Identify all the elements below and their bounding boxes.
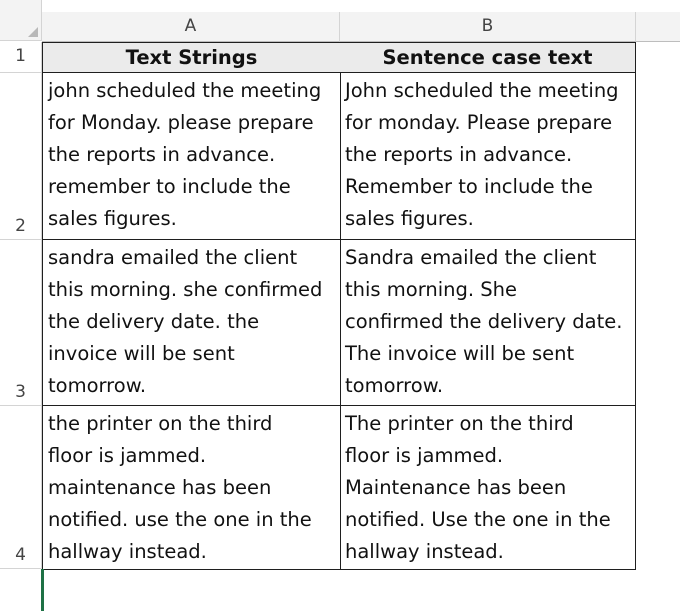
column-header-b[interactable]: B: [340, 12, 636, 42]
select-all-corner[interactable]: [0, 0, 42, 41]
row-divider: [0, 239, 42, 240]
row-number: 1: [15, 46, 26, 66]
active-cell-indicator: [41, 569, 44, 611]
row-divider: [0, 72, 42, 73]
row-number: 2: [15, 216, 26, 236]
row-header-4[interactable]: [0, 406, 42, 569]
row-header-5[interactable]: [0, 569, 42, 611]
column-header-a[interactable]: A: [42, 12, 340, 42]
select-all-triangle-icon: [28, 27, 38, 37]
row-number: 3: [15, 382, 26, 402]
cell-a2[interactable]: john scheduled the meeting for Monday. please prepare the reports in advance. remember to include the sales figures.: [42, 73, 341, 240]
row-header-1[interactable]: [0, 42, 42, 73]
row-number: 4: [15, 545, 26, 565]
cell-a4[interactable]: the printer on the third floor is jammed. maintenance has been notified. use the one in the hallway instead.: [42, 406, 341, 570]
row-divider: [0, 405, 42, 406]
cell-b2[interactable]: John scheduled the meeting for monday. Please prepare the reports in advance. Remember to include the sales figures.: [340, 73, 636, 240]
cell-b3[interactable]: Sandra emailed the client this morning. She confirmed the delivery date. The invoice will be sent tomorrow.: [340, 240, 636, 406]
row-header-2[interactable]: [0, 73, 42, 240]
row-header-3[interactable]: [0, 240, 42, 406]
cell-a3[interactable]: sandra emailed the client this morning. she confirmed the delivery date. the invoice will be sent tomorrow.: [42, 240, 341, 406]
cell-b4[interactable]: The printer on the third floor is jammed. Maintenance has been notified. Use the one in the hallway instead.: [340, 406, 636, 570]
row-divider: [0, 568, 42, 569]
cell-a1-header[interactable]: Text Strings: [42, 42, 341, 73]
column-header-c[interactable]: [636, 12, 680, 42]
cell-b1-header[interactable]: Sentence case text: [340, 42, 636, 73]
